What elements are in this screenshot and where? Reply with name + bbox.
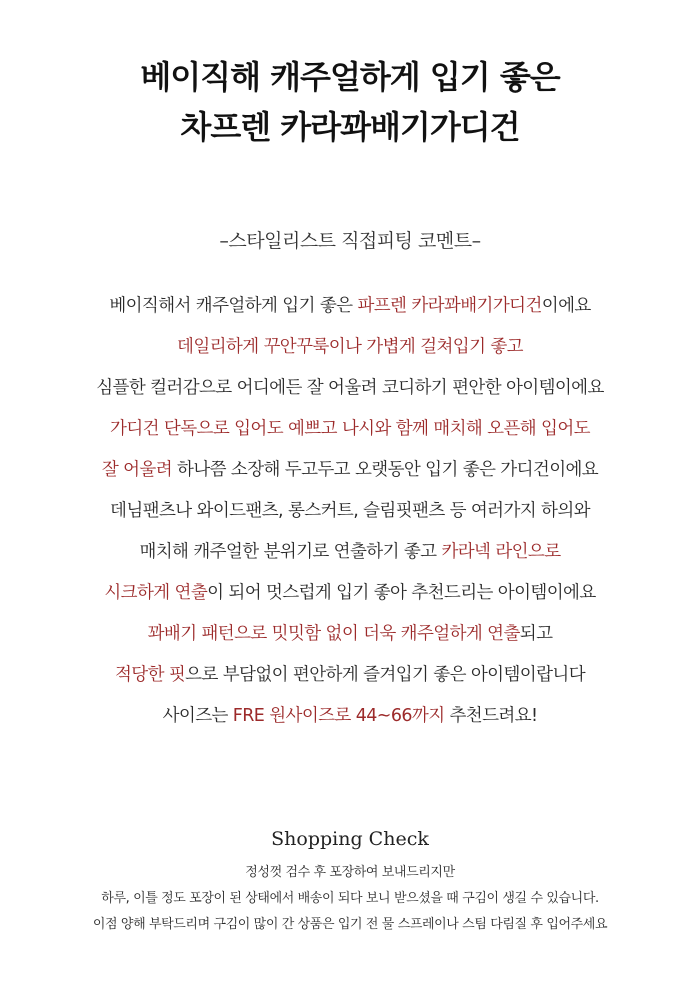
- highlighted-text: 꽈배기 패턴으로 밋밋함 없이 더욱 캐주얼하게 연출: [147, 624, 520, 644]
- comment-line: [0, 614, 700, 655]
- comment-text: 이에요: [541, 296, 591, 316]
- highlighted-text: 데일리하게 꾸안꾸룩이나 가볍게 걸쳐입기 좋고: [177, 337, 523, 357]
- stylist-comment-body: [0, 286, 700, 737]
- comment-text: 베이직해서 캐주얼하게 입기 좋은: [109, 296, 358, 316]
- product-title: [0, 52, 700, 152]
- comment-line: [0, 655, 700, 696]
- highlighted-text: 적당한 핏: [114, 665, 186, 685]
- comment-line: [0, 491, 700, 532]
- product-title-line-2: 차프렌 카라꽈배기가디건: [180, 108, 520, 146]
- highlighted-text: 가디건 단독으로 입어도 예쁘고 나시와 함께 매치해 오픈해 입어도: [110, 419, 590, 439]
- comment-text: 심플한 컬러감으로 어디에든 잘 어울려 코디하기 편안한 아이템이에요: [96, 378, 604, 398]
- comment-line: [0, 532, 700, 573]
- stylist-comment-heading: –스타일리스트 직접피팅 코멘트–: [219, 230, 481, 252]
- shopping-check-notice: [0, 860, 700, 938]
- comment-line: [0, 409, 700, 450]
- comment-line: [0, 286, 700, 327]
- comment-line: [0, 573, 700, 614]
- shopping-check-title: Shopping Check: [271, 828, 429, 850]
- comment-text: 사이즈는: [162, 706, 233, 726]
- comment-line: [0, 696, 700, 737]
- highlighted-text: FRE 원사이즈로 44~66까지: [232, 706, 445, 726]
- comment-text: 이 되어 멋스럽게 입기 좋아 추천드리는 아이템이에요: [207, 583, 596, 603]
- comment-text: 추천드려요!: [444, 706, 538, 726]
- comment-text: 으로 부담없이 편안하게 즐겨입기 좋은 아이템이랍니다: [185, 665, 585, 685]
- shopping-check-line: 하루, 이틀 정도 포장이 된 상태에서 배송이 되다 보니 받으셨을 때 구김이 생길 수 있습니다.: [101, 891, 599, 906]
- comment-line: [0, 368, 700, 409]
- comment-line: [0, 327, 700, 368]
- comment-text: 매치해 캐주얼한 분위기로 연출하기 좋고: [139, 542, 442, 562]
- comment-text: 하나쯤 소장해 두고두고 오랫동안 입기 좋은 가디건이에요: [177, 460, 599, 480]
- highlighted-text: 카라넥 라인으로: [441, 542, 561, 562]
- shopping-check-line: 이점 양해 부탁드리며 구김이 많이 간 상품은 입기 전 물 스프레이나 스팀 다림질 후 입어주세요: [92, 917, 608, 932]
- product-title-line-1: 베이직해 캐주얼하게 입기 좋은: [140, 58, 560, 96]
- comment-line: [0, 450, 700, 491]
- highlighted-text: 시크하게 연출: [104, 583, 208, 603]
- comment-text: 데님팬츠나 와이드팬츠, 롱스커트, 슬림핏팬츠 등 여러가지 하의와: [110, 501, 590, 521]
- comment-text: 되고: [519, 624, 553, 644]
- highlighted-text: 파프렌 카라꽈배기가디건: [357, 296, 542, 316]
- shopping-check-line: 정성껏 검수 후 포장하여 보내드리지만: [245, 865, 455, 880]
- highlighted-text: 잘 어울려: [101, 460, 178, 480]
